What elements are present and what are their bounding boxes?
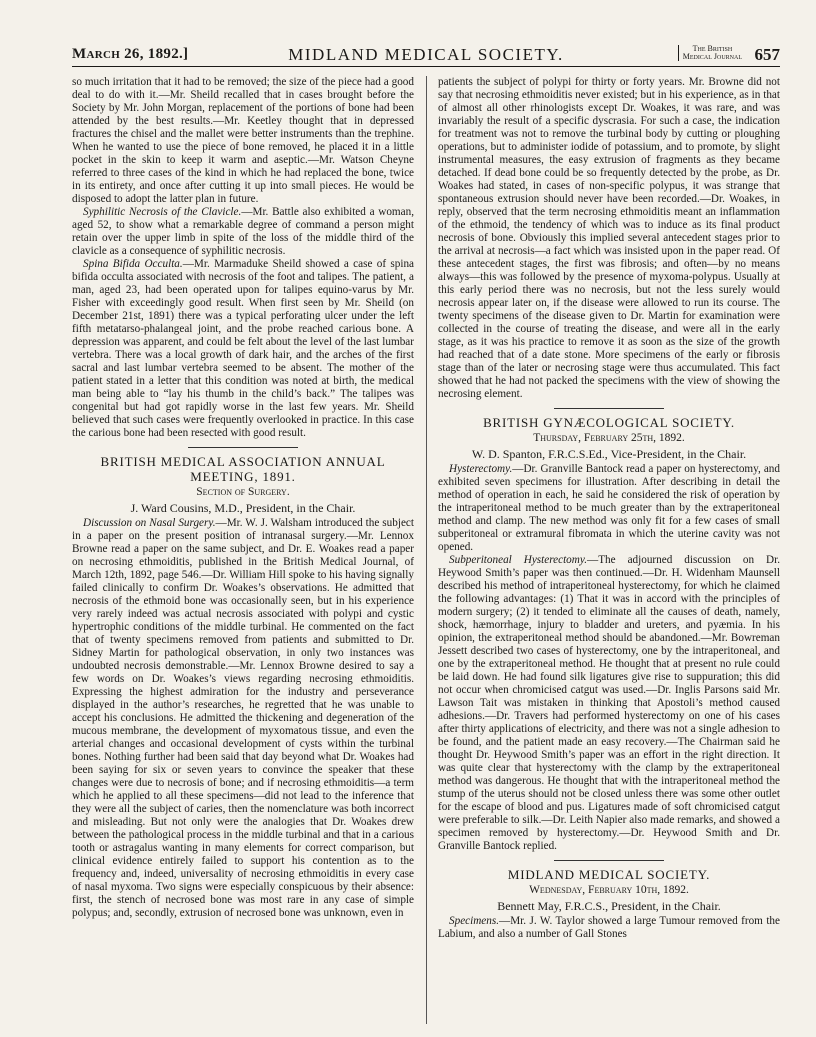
paragraph-body: —Mr. W. J. Walsham introduced the subject in a paper on the present position of intranasal surgery.—Mr. Lennox Browne read a paper on the same subject, and Dr. E. Woakes read a paper on necrosing ethmoiditis, published in the British Medical Journal, of March 12th, 1892, page 546.—Dr. William Hill spoke to his having signally failed clinically to confirm Dr. Woakes’s observations. He admitted that necrosis of the ethmoid bone was occasionally seen, but in his experience very rarely indeed was actual necrosis associated with polypi and cystic hypertrophic conditions of the middle turbinal. He commented on the fact that of twenty specimens removed from patients and submitted to Dr. Sidney Martin for pathological observation, in only two instances was undoubted necrosis demonstrable.—Mr. Lennox Browne desired to say a few words on Dr. Woakes’s views regarding necrosing ethmoiditis. Expressing the highest admiration for the industry and perseverance displayed in the author’s researches, he regretted that he was unable to accept his conclusions. He admitted the thickening and degeneration of the mucous membrane, the development of myxomatous tissue, and even the arterial changes and occasional development of cysts within the turbinal bones. Nothing further had been said that day beyond what Dr. Woakes had been saying for six or seven years to convince the speaker that these changes were due to necrosis of bone; and if necrosing ethmoiditis—a term which he applied to all these specimens—did not lead to the inference that they were all the subject of caries, then the nomenclature was both incorrect and misleading. But not only were the analogies that Dr. Woakes drew between the pathological process in the middle turbinal and that in a carious tooth or astragalus wanting in many elements for correct comparison, but clinical evidence entirely failed to support his contention as to the frequency and, indeed, universality of necrosing ethmoiditis in every case of nasal myxoma. Two signs were especially conspicuous by their absence: first, the stench of necrosed bone was most rare in any case of simple polypus; and, secondly, extrusion of necrosed bone was unknown, even in: [72, 516, 414, 920]
paragraph-title: Subperitoneal Hysterectomy.: [449, 554, 588, 566]
paragraph-body: —Mr. Marmaduke Sheild showed a case of spina bifida occulta associated with necrosis of the foot and talipes. The patient, a man, aged 23, had been operated upon for talipes equino-varus by Mr. Fisher with exceedingly good result. When first seen by Mr. Sheild (on December 21st, 1891) there was a typical perforating ulcer under the left fifth metatarso-phalangeal joint, and the probe reached carious bone. A depression was apparent, and could be felt about the level of the last lumbar vertebra. There was a local growth of dark hair, and the arches of the first sacral and last lumbar vertebra seemed to be absent. The mother of the patient stated in a letter that this condition was noted at birth, the medical man being able to “lay his thumb in the child’s back.” The talipes was congenital but had got rapidly worse in the last few years. Mr. Sheild believed that such cases were frequently overlooked in practice. In this case the carious bone had been resected with good result.: [72, 258, 414, 440]
paragraph-title: Discussion on Nasal Surgery.: [83, 516, 216, 529]
paragraph: [438, 915, 780, 941]
journal-page: [72, 44, 780, 1024]
society-heading: BRITISH MEDICAL ASSOCIATION ANNUAL MEETING, 1891.: [100, 454, 386, 485]
chair-line: W. D. Spanton, F.R.C.S.Ed., Vice-President, in the Chair.: [471, 446, 747, 461]
meeting-date: Wednesday, February 10th, 1892.: [529, 884, 689, 897]
paragraph: [72, 517, 414, 920]
paragraph: [438, 554, 780, 853]
paragraph: [438, 463, 780, 554]
chair-line: Bennett May, F.R.C.S., President, in the Chair.: [497, 898, 721, 913]
paragraph-body: —Dr. Granville Bantock read a paper on hysterectomy, and exhibited seven specimens for illustration. After describing in detail the method of operation in each, he said he considered the risk of operation by the intraperitoneal method to be much greater than by the extraperitoneal method and clamp. The new method was only fit for a few cases of small subperitoneal or extramural fibromata in which the uterine cavity was not opened.: [438, 462, 780, 553]
section-divider: [554, 860, 664, 861]
column-rule: [426, 76, 427, 1024]
section-divider: [554, 408, 664, 409]
section-heading: Section of Surgery.: [196, 486, 290, 499]
left-column: [72, 76, 414, 1024]
paragraph-title: Specimens.: [449, 914, 500, 927]
society-heading: BRITISH GYNÆCOLOGICAL SOCIETY.: [483, 415, 735, 431]
society-heading: MIDLAND MEDICAL SOCIETY.: [507, 867, 711, 883]
right-column: [438, 76, 780, 1024]
paragraph: patients the subject of polypi for thirty or forty years. Mr. Browne did not say that necrosing ethmoiditis never existed; but in his experience, as in that of almost all other rhinologists except Dr. Woakes, it was rare, and was invariably the result of a specific dyscrasia. For such a case, the indication for treatment was not to remove the turbinal body by cutting or ploughing operations, but to administer iodide of potassium, and to promote, by slight instrumental measures, the easy extrusion of fragments as they became detached. If dead bone could be so frequently detected by the probe, as Dr. Woakes had stated, in cases of non-specific polypus, it was strange that spontaneous extrusion should never have been recorded.—Dr. Woakes, in reply, observed that the term necrosing ethmoiditis meant an inflammation of the ethmoid, the tendency of which was to induce as its final product necrosis of bone. Obviously this implied several antecedent stages prior to the arrival at necrosis—a fact which was insisted upon in the paper read. Of these antecedent stages, the first was fibrosis; and often—by no means always—this was followed by the presence of myxoma-polypus. Usually at this early period there was no necrosis, but not the less surely would necrosis appear later on, if the disease were allowed to run its course. The twenty specimens of the disease given to Dr. Martin for examination were collected in the course of treating the disease, and were all in the early stage, as it was his practice to remove it as soon as the size of the growth had reached that of a date stone. More specimens of the early or fibrosis stage than of the later or necrosing stage were thus accumulated. This fact showed that he had not packed the specimens with the view of showing the necrosing element.: [438, 76, 780, 401]
paragraph-title: Hysterectomy.: [449, 462, 513, 475]
paragraph-title: Spina Bifida Occulta.: [83, 258, 183, 271]
paragraph: [72, 206, 414, 258]
journal-name-line2: Medical Journal: [682, 52, 742, 61]
page-number: 657: [754, 45, 780, 64]
issue-date: March 26, 1892.]: [72, 46, 189, 62]
journal-name: [678, 45, 742, 61]
paragraph-body: —The adjourned discussion on Dr. Heywood Smith’s paper was then continued.—Dr. H. Widenham Maunsell described his method of intraperitoneal hysterectomy, for which he claimed the following advantages: (1) That it was in accord with the principles of modern surgery; (2) it tended to eliminate all the causes of death, namely, shock, hæmorrhage, injury to bladder and ureters, and pyæmia. In his opinion, the extraperitoneal method should be abandoned.—Mr. Bowreman Jessett described two cases of hysterectomy, one by the intraperitoneal, and one by the extraperitoneal method. He thought that at present no rule could be laid down. He had found silk ligatures give rise to suppuration; this did not occur when chromicised catgut was used.—Dr. Inglis Parsons said Mr. Lawson Tait was mistaken in thinking that Apostoli’s method caused adhesions.—Dr. Travers had performed hysterectomy on one of his cases after thirty applications of electricity, and there was not a single adhesion to be found, and the patient made an easy recovery.—The Chairman said he thought Dr. Heywood Smith’s paper was an effort in the right direction. It was quite clear that hysterectomy with the clamp by the extraperitoneal method was dangerous. He thought that with the intraperitoneal method the stump of the uterus should not be closed unless there was some other outlet for the escape of blood and pus. Ligatures made of soft chromicised catgut were preferable to silk.—Dr. Leith Napier also made remarks, and showed a specimen removed by hysterectomy.—Dr. Heywood Smith and Dr. Granville Bantock replied.: [438, 554, 780, 853]
journal-name-line1: The British: [692, 44, 733, 53]
page-header: [72, 44, 780, 67]
paragraph-title: Syphilitic Necrosis of the Clavicle.: [83, 206, 242, 219]
meeting-date: Thursday, February 25th, 1892.: [533, 432, 685, 445]
running-title: MIDLAND MEDICAL SOCIETY.: [288, 45, 564, 64]
chair-line: J. Ward Cousins, M.D., President, in the Chair.: [130, 500, 356, 515]
paragraph: so much irritation that it had to be removed; the size of the piece had a good deal to do with it.—Mr. Sheild recalled that in cases brought before the Society by Mr. John Morgan, replacement of the portions of bone had been attended by the best results.—Mr. Keetley thought that in depressed fractures the chisel and the mallet were better instruments than the trephine. When he wanted to use the piece of bone removed, he placed it in a little pocket in the skin to keep it warm and aseptic.—Mr. Watson Cheyne referred to three cases of the kind in which he had replaced the bone, twice in its entirety, and once after cutting it up into small pieces. He would be disposed to adopt the latter plan in future.: [72, 76, 414, 206]
section-divider: [188, 447, 298, 448]
article-body: [72, 76, 780, 1024]
paragraph-body: —Mr. J. W. Taylor showed a large Tumour removed from the Labium, and also a number of Gall Stones: [438, 914, 780, 940]
paragraph: [72, 258, 414, 440]
paragraph-body: —Mr. Battle also exhibited a woman, aged 52, to show what a remarkable degree of command a person might retain over the upper limb in spite of the loss of the middle third of the clavicle as a consequence of syphilitic necrosis.: [72, 206, 414, 258]
